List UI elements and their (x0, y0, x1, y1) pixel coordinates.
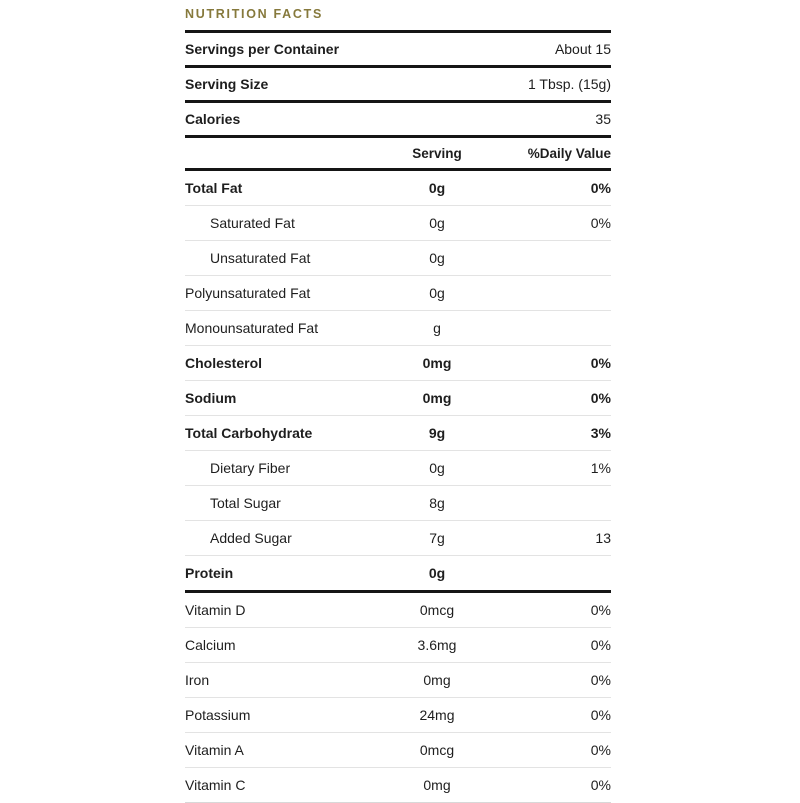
nutrient-daily-value: 0% (590, 355, 611, 371)
nutrients-section (185, 171, 611, 590)
nutrient-serving-value: 0g (429, 215, 445, 231)
column-header-row (185, 135, 611, 171)
nutrient-serving-value: 3.6mg (417, 637, 457, 653)
nutrient-row (185, 345, 611, 380)
nutrient-label: Unsaturated Fat (210, 250, 311, 266)
nutrient-label: Total Sugar (210, 495, 281, 511)
nutrient-daily-value: 0% (590, 602, 611, 618)
nutrient-serving-value: 7g (429, 530, 445, 546)
nutrient-serving-value: 0g (429, 250, 445, 266)
nutrient-row (185, 697, 611, 732)
nutrient-serving-value: 0mg (422, 390, 452, 406)
nutrient-label: Vitamin A (185, 742, 244, 758)
nutrient-daily-value: 0% (590, 777, 611, 793)
column-header-serving: Serving (412, 145, 462, 161)
nutrition-facts-panel (185, 6, 611, 803)
nutrient-serving-value: 9g (428, 425, 446, 441)
nutrient-serving-value: 24mg (419, 707, 455, 723)
summary-value: About 15 (554, 41, 611, 57)
nutrient-label: Protein (185, 565, 234, 581)
nutrient-row (185, 171, 611, 205)
summary-value: 35 (595, 111, 611, 127)
panel-title: NUTRITION FACTS (185, 7, 323, 21)
nutrient-label: Vitamin D (185, 602, 246, 618)
nutrient-label: Cholesterol (185, 355, 263, 371)
nutrient-row (185, 627, 611, 662)
nutrient-serving-value: 0g (429, 460, 445, 476)
nutrient-row (185, 662, 611, 697)
nutrient-serving-value: 0mg (422, 355, 452, 371)
summary-row (185, 30, 611, 65)
micronutrients-section (185, 590, 611, 803)
column-header-daily-value: %Daily Value (527, 145, 611, 161)
summary-label: Calories (185, 111, 241, 127)
nutrient-row (185, 520, 611, 555)
nutrient-row (185, 732, 611, 767)
nutrient-row (185, 205, 611, 240)
nutrient-serving-value: 0mcg (419, 742, 455, 758)
nutrient-daily-value: 1% (590, 460, 611, 476)
nutrient-label: Total Fat (185, 180, 243, 196)
summary-value: 1 Tbsp. (15g) (527, 76, 611, 92)
nutrient-row (185, 767, 611, 802)
nutrient-row (185, 555, 611, 590)
nutrient-daily-value: 0% (590, 180, 611, 196)
nutrient-row (185, 593, 611, 627)
nutrient-daily-value: 0% (590, 637, 611, 653)
summary-section (185, 30, 611, 135)
summary-label: Serving Size (185, 76, 269, 92)
nutrient-daily-value: 3% (590, 425, 611, 441)
nutrient-serving-value: 0g (428, 565, 446, 581)
nutrient-daily-value: 0% (590, 742, 611, 758)
nutrient-row (185, 380, 611, 415)
nutrient-label: Saturated Fat (210, 215, 295, 231)
nutrient-label: Vitamin C (185, 777, 246, 793)
nutrient-serving-value: 0g (429, 285, 445, 301)
nutrient-label: Iron (185, 672, 210, 688)
nutrient-serving-value: g (433, 320, 441, 336)
nutrient-daily-value: 0% (590, 672, 611, 688)
nutrient-label: Dietary Fiber (210, 460, 291, 476)
nutrient-label: Added Sugar (210, 530, 292, 546)
nutrient-daily-value: 0% (590, 707, 611, 723)
nutrient-row (185, 240, 611, 275)
nutrient-daily-value: 13 (595, 530, 611, 546)
nutrient-label: Sodium (185, 390, 237, 406)
nutrient-label: Monounsaturated Fat (185, 320, 319, 336)
nutrient-label: Polyunsaturated Fat (185, 285, 311, 301)
nutrient-daily-value: 0% (590, 390, 611, 406)
nutrient-row (185, 310, 611, 345)
summary-row (185, 100, 611, 135)
nutrient-label: Calcium (185, 637, 236, 653)
nutrient-daily-value: 0% (590, 215, 611, 231)
nutrient-serving-value: 0mg (423, 777, 451, 793)
nutrient-serving-value: 8g (429, 495, 445, 511)
nutrient-serving-value: 0g (428, 180, 446, 196)
nutrient-row (185, 275, 611, 310)
nutrient-row (185, 485, 611, 520)
nutrient-serving-value: 0mcg (419, 602, 455, 618)
nutrient-label: Total Carbohydrate (185, 425, 313, 441)
nutrient-serving-value: 0mg (423, 672, 451, 688)
summary-row (185, 65, 611, 100)
nutrient-row (185, 415, 611, 450)
summary-label: Servings per Container (185, 41, 340, 57)
nutrient-label: Potassium (185, 707, 251, 723)
nutrient-row (185, 450, 611, 485)
